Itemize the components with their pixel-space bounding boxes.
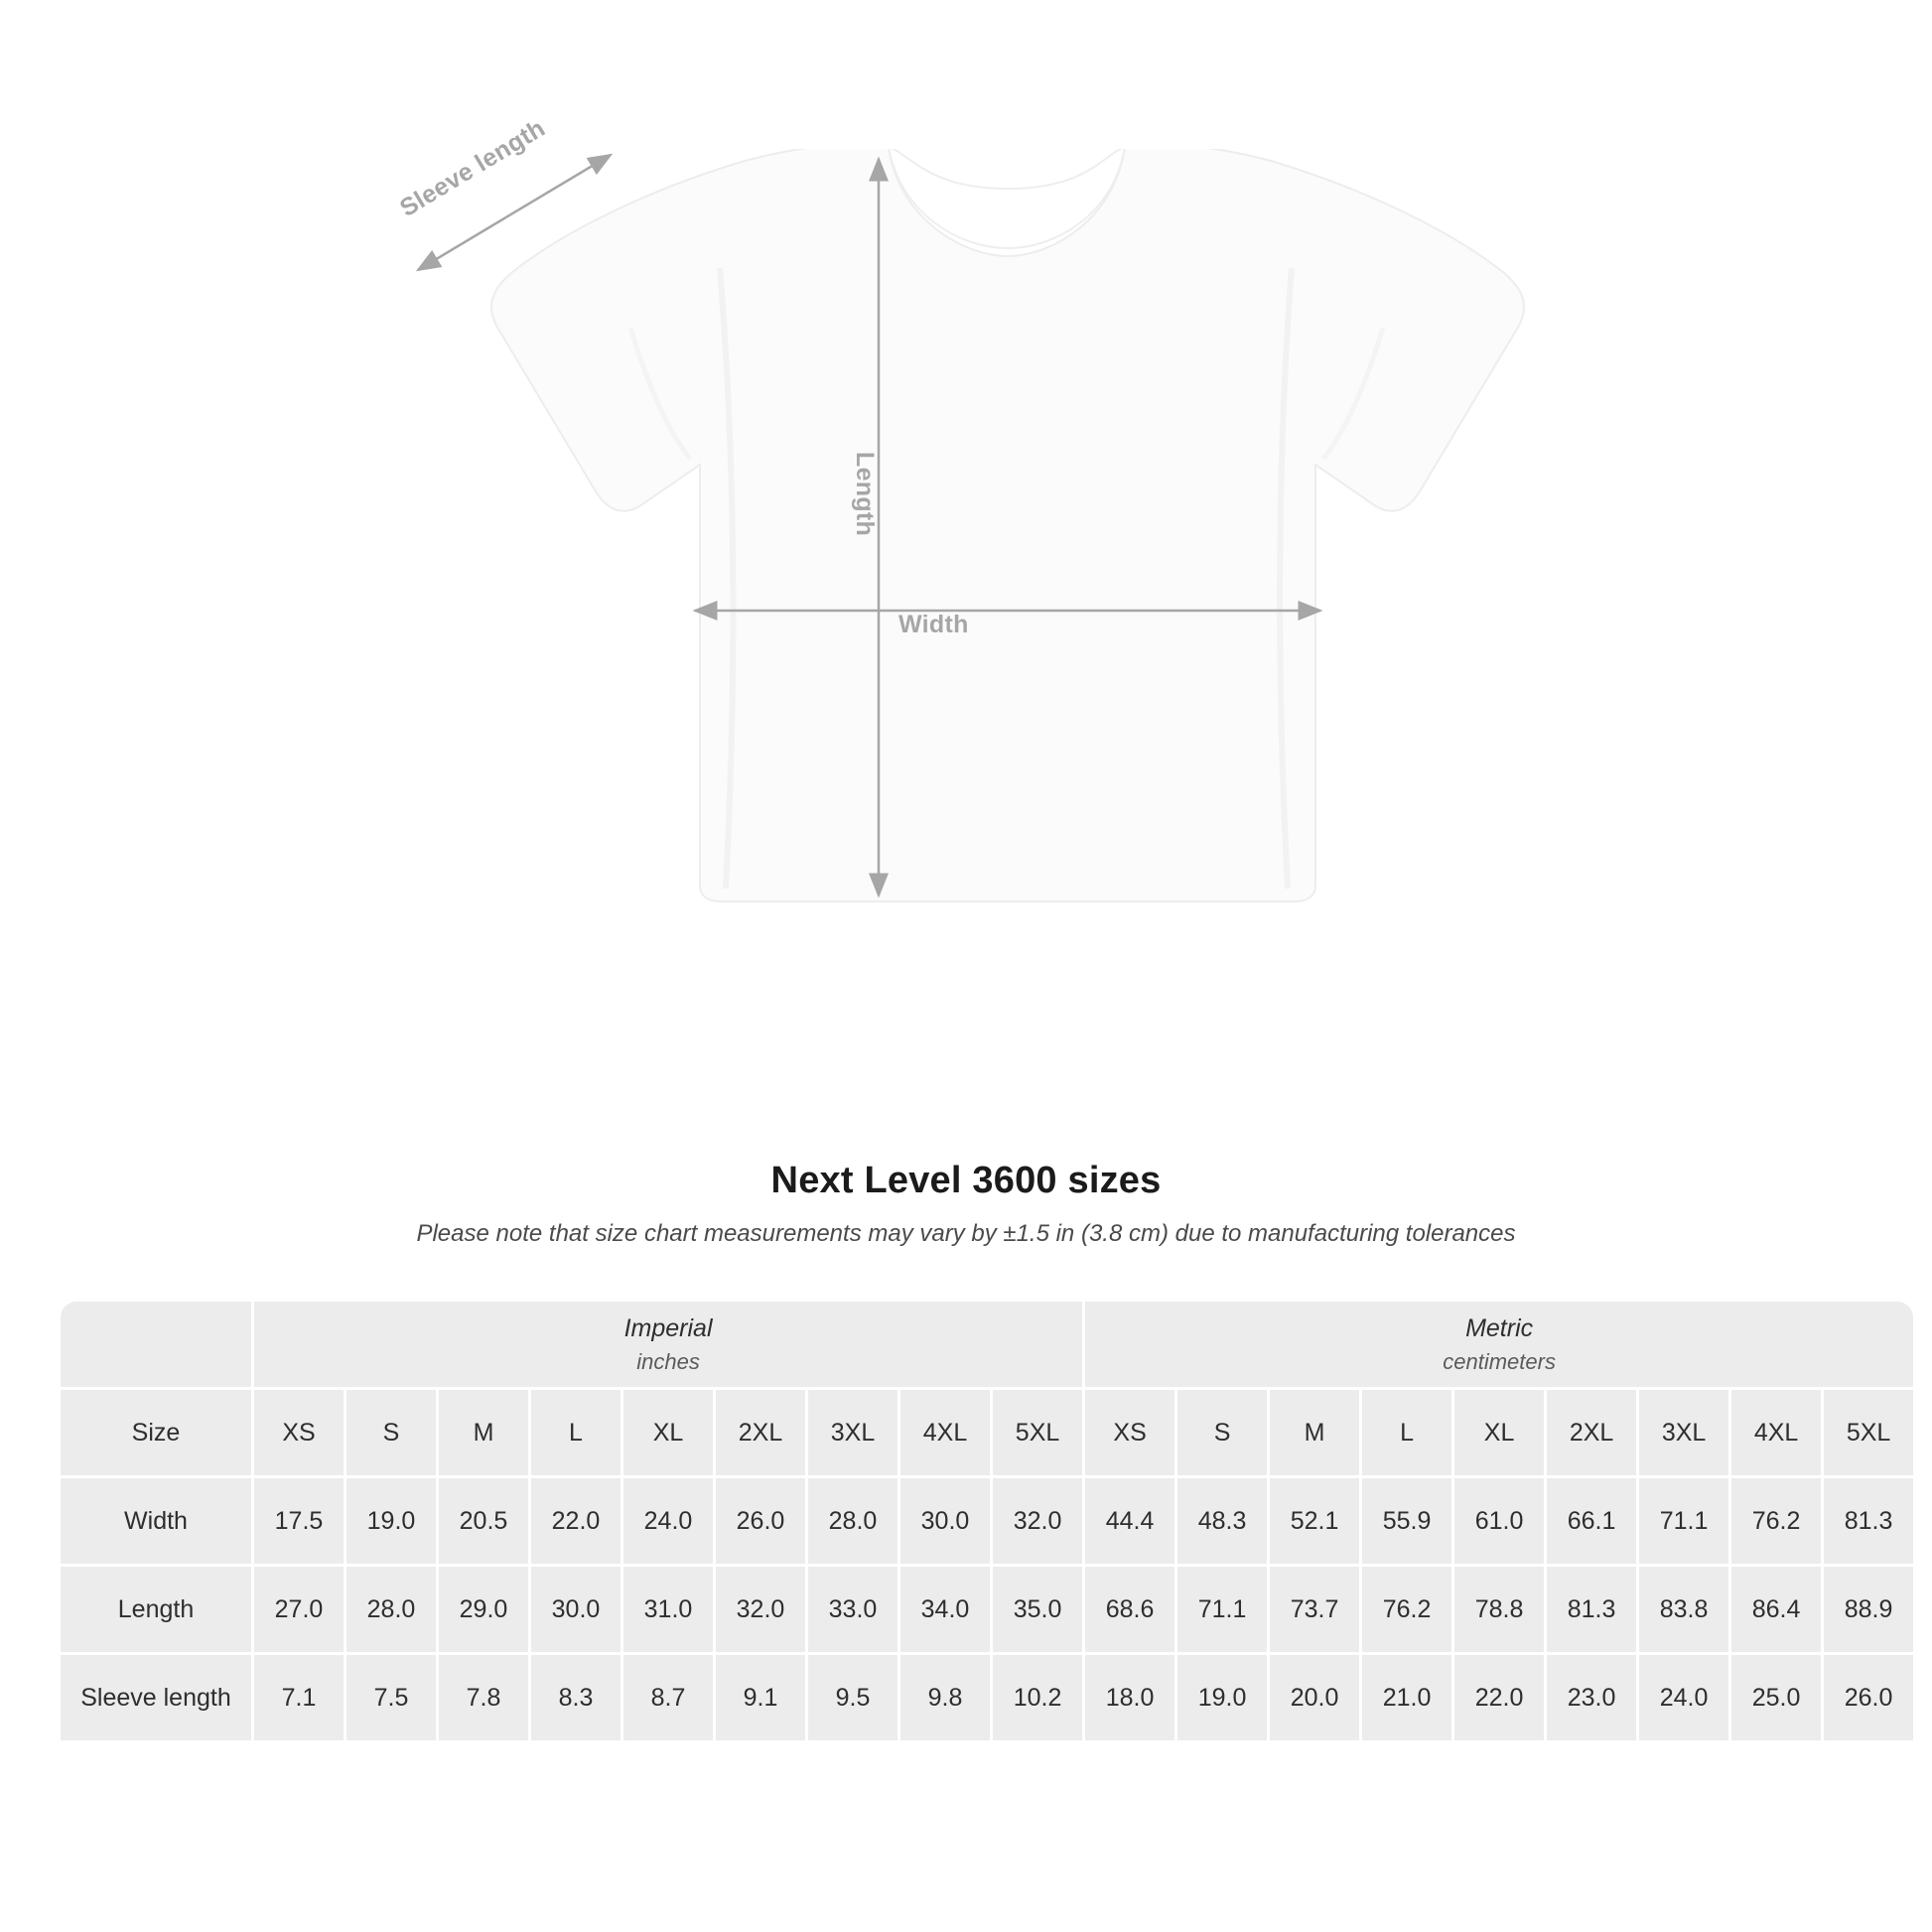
size-header-cell: 5XL: [993, 1390, 1082, 1475]
cell-length-4: 31.0: [623, 1567, 713, 1652]
cell-length-8: 35.0: [993, 1567, 1082, 1652]
cell-sleeve-16: 25.0: [1731, 1655, 1821, 1740]
cell-width-10: 48.3: [1177, 1478, 1267, 1564]
cell-length-11: 73.7: [1270, 1567, 1359, 1652]
size-header-cell: 2XL: [1547, 1390, 1636, 1475]
size-header-cell: XS: [1085, 1390, 1174, 1475]
cell-length-14: 81.3: [1547, 1567, 1636, 1652]
cell-width-13: 61.0: [1454, 1478, 1544, 1564]
cell-width-3: 22.0: [531, 1478, 621, 1564]
cell-width-9: 44.4: [1085, 1478, 1174, 1564]
cell-sleeve-15: 24.0: [1639, 1655, 1728, 1740]
size-header-cell: 5XL: [1824, 1390, 1913, 1475]
cell-width-0: 17.5: [254, 1478, 344, 1564]
cell-width-11: 52.1: [1270, 1478, 1359, 1564]
cell-sleeve-13: 22.0: [1454, 1655, 1544, 1740]
cell-sleeve-2: 7.8: [439, 1655, 528, 1740]
shirt-shape: [491, 149, 1524, 901]
unit-header-row: [61, 1302, 1913, 1387]
size-chart-table: [58, 1299, 1916, 1743]
cell-sleeve-11: 20.0: [1270, 1655, 1359, 1740]
cell-sleeve-1: 7.5: [346, 1655, 436, 1740]
cell-sleeve-7: 9.8: [900, 1655, 990, 1740]
cell-width-1: 19.0: [346, 1478, 436, 1564]
corner-cell: [61, 1302, 251, 1387]
page-title: Next Level 3600 sizes: [770, 1160, 1162, 1201]
size-header-cell: S: [346, 1390, 436, 1475]
cell-length-7: 34.0: [900, 1567, 990, 1652]
cell-width-2: 20.5: [439, 1478, 528, 1564]
cell-sleeve-14: 23.0: [1547, 1655, 1636, 1740]
cell-length-16: 86.4: [1731, 1567, 1821, 1652]
size-header-cell: L: [531, 1390, 621, 1475]
title-block: [0, 1160, 1932, 1248]
cell-length-17: 88.9: [1824, 1567, 1913, 1652]
cell-length-9: 68.6: [1085, 1567, 1174, 1652]
unit-group-imperial-name: Imperial: [623, 1313, 713, 1342]
table-row: [61, 1567, 1913, 1652]
unit-group-imperial: [254, 1302, 1082, 1387]
cell-sleeve-6: 9.5: [808, 1655, 897, 1740]
cell-sleeve-17: 26.0: [1824, 1655, 1913, 1740]
cell-sleeve-3: 8.3: [531, 1655, 621, 1740]
table-row: [61, 1478, 1913, 1564]
cell-length-13: 78.8: [1454, 1567, 1544, 1652]
cell-width-14: 66.1: [1547, 1478, 1636, 1564]
cell-length-0: 27.0: [254, 1567, 344, 1652]
cell-sleeve-4: 8.7: [623, 1655, 713, 1740]
cell-length-12: 76.2: [1362, 1567, 1451, 1652]
size-header-cell: 3XL: [808, 1390, 897, 1475]
cell-width-6: 28.0: [808, 1478, 897, 1564]
cell-sleeve-0: 7.1: [254, 1655, 344, 1740]
cell-width-17: 81.3: [1824, 1478, 1913, 1564]
size-header-cell: 4XL: [1731, 1390, 1821, 1475]
row-label-length: Length: [61, 1567, 251, 1652]
size-header-cell: XS: [254, 1390, 344, 1475]
sleeve-length-label: Sleeve length: [395, 113, 550, 223]
width-label: Width: [898, 611, 969, 638]
size-header-cell: XL: [1454, 1390, 1544, 1475]
cell-width-8: 32.0: [993, 1478, 1082, 1564]
size-header-cell: XL: [623, 1390, 713, 1475]
cell-length-3: 30.0: [531, 1567, 621, 1652]
cell-width-5: 26.0: [716, 1478, 805, 1564]
cell-sleeve-10: 19.0: [1177, 1655, 1267, 1740]
size-header-cell: 2XL: [716, 1390, 805, 1475]
unit-group-metric-sub: centimeters: [1443, 1348, 1556, 1374]
cell-width-12: 55.9: [1362, 1478, 1451, 1564]
cell-width-4: 24.0: [623, 1478, 713, 1564]
cell-length-15: 83.8: [1639, 1567, 1728, 1652]
cell-length-10: 71.1: [1177, 1567, 1267, 1652]
size-header-cell: M: [1270, 1390, 1359, 1475]
cell-sleeve-12: 21.0: [1362, 1655, 1451, 1740]
row-label-sleeve-length: Sleeve length: [61, 1655, 251, 1740]
cell-sleeve-9: 18.0: [1085, 1655, 1174, 1740]
size-header-cell: 4XL: [900, 1390, 990, 1475]
cell-sleeve-8: 10.2: [993, 1655, 1082, 1740]
cell-length-6: 33.0: [808, 1567, 897, 1652]
size-header-cell: M: [439, 1390, 528, 1475]
cell-width-15: 71.1: [1639, 1478, 1728, 1564]
unit-group-metric: [1085, 1302, 1913, 1387]
cell-length-5: 32.0: [716, 1567, 805, 1652]
cell-width-7: 30.0: [900, 1478, 990, 1564]
size-header-cell: S: [1177, 1390, 1267, 1475]
unit-group-imperial-sub: inches: [636, 1348, 700, 1374]
tolerance-note: Please note that size chart measurements may vary by ±1.5 in (3.8 cm) due to manufacturing tolerances: [416, 1220, 1516, 1247]
size-header-cell: 3XL: [1639, 1390, 1728, 1475]
size-label-cell: Size: [61, 1390, 251, 1475]
size-header-cell: L: [1362, 1390, 1451, 1475]
cell-length-2: 29.0: [439, 1567, 528, 1652]
table-row: [61, 1655, 1913, 1740]
cell-sleeve-5: 9.1: [716, 1655, 805, 1740]
cell-length-1: 28.0: [346, 1567, 436, 1652]
size-header-row: [61, 1390, 1913, 1475]
size-table-wrap: [58, 1299, 1893, 1743]
unit-group-metric-name: Metric: [1465, 1313, 1534, 1342]
cell-width-16: 76.2: [1731, 1478, 1821, 1564]
length-label: Length: [851, 452, 879, 537]
row-label-width: Width: [61, 1478, 251, 1564]
